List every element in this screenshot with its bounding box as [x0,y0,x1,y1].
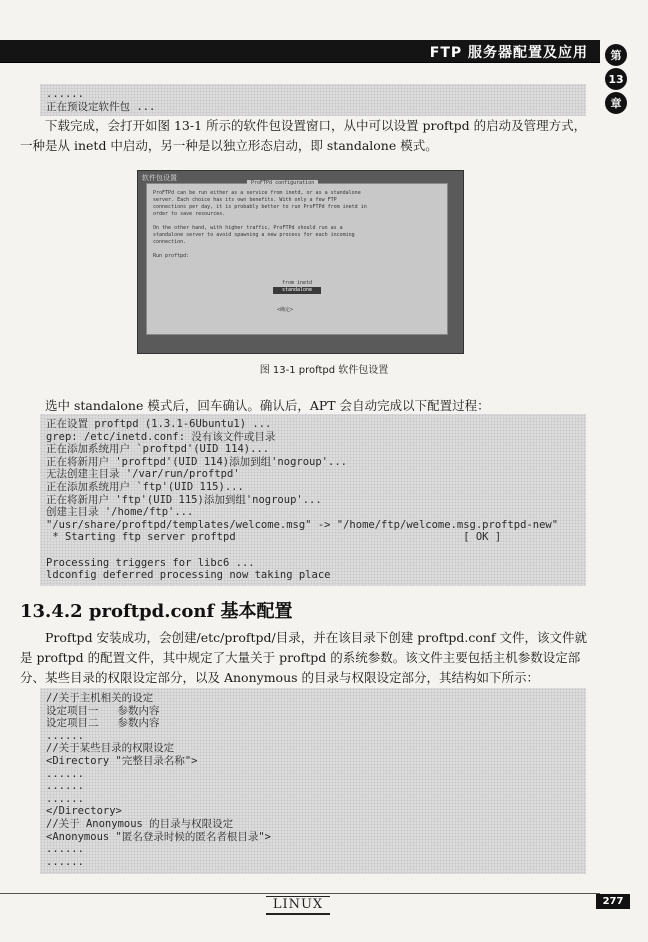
code-line: 创建主目录 '/home/ftp'... [46,506,194,519]
code-line: "/usr/share/proftpd/templates/welcome.msg" -> "/home/ftp/welcome.msg.proftpd-new" [46,518,559,531]
code-line: //关于 Anonymous 的目录与权限设定 [46,817,234,830]
code-line: 正在设置 proftpd (1.3.1-6Ubuntu1) ... [46,418,272,430]
code-line: //关于某些目录的权限设定 [46,742,175,755]
code-line: 正在将新用户 'proftpd'(UID 114)添加到组'nogroup'... [46,455,347,468]
option-from-inetd[interactable]: from inetd [281,280,313,286]
dialog-text [153,190,438,260]
dialog-line [153,246,438,253]
ok-button[interactable]: <确定> [277,307,294,313]
code-line: grep: /etc/inetd.conf: 没有该文件或目录 [46,430,276,443]
code-block-apt [40,414,586,586]
code-line: 正在将新用户 'ftp'(UID 115)添加到组'nogroup'... [46,493,322,506]
chapter-number: 13 [605,68,627,90]
code-line: ldconfig deferred processing now taking place [46,569,331,582]
code-line: ...... [46,855,84,868]
code-line: ...... [46,792,84,805]
dialog-line: connection. [153,239,187,245]
chapter-tab [601,42,631,116]
dialog-line: Run proftpd: [153,253,190,259]
code-line: 正在预设定软件包 ... [46,100,156,113]
code-line: <Anonymous "匿名登录时候的匿名者根目录"> [46,830,272,843]
dialog-line: server. Each choice has its own benefits. With only a few FTP [153,197,337,203]
config-dialog [146,180,448,335]
code-line: 设定项目一 参数内容 [46,704,160,717]
dialog-line: order to save resources. [153,211,226,217]
footer-rule [0,893,600,894]
dialog-line: On the other hand, with higher traffic, ProFTPd should run as a [153,225,343,231]
code-line: * Starting ftp server proftpd [ OK ] [46,531,502,544]
chapter-char-1: 第 [605,44,627,66]
code-line: 无法创建主目录 '/var/run/proftpd' [46,468,240,481]
option-standalone[interactable]: standalone [273,287,321,294]
page-number: 277 [596,894,630,909]
code-line [46,544,580,557]
code-line: Processing triggers for libc6 ... [46,556,255,569]
code-block-preset [40,84,586,116]
dialog-title: ProFTPd configuration [247,180,318,186]
code-line: 正在添加系统用户 `ftp'(UID 115)... [46,480,244,493]
code-line: //关于主机相关的设定 [46,692,154,704]
code-line: ...... [46,843,84,856]
code-line: ...... [46,88,84,100]
window-title: 软件包设置 [142,174,177,182]
code-line: 正在添加系统用户 `proftpd'(UID 114)... [46,443,270,456]
header-title: FTP 服务器配置及应用 [429,45,588,61]
paragraph-standalone: 选中 standalone 模式后，回车确认。确认后，APT 会自动完成以下配置过程： [45,398,490,413]
code-line: ...... [46,729,84,742]
dialog-line: ProFTPd can be run either as a service from inetd, or as a standalone [153,190,361,196]
code-line: <Directory "完整目录名称"> [46,754,198,767]
dialog-line [153,218,438,225]
dialog-line: connections per day, it is probably better to run ProFTPd from inetd in [153,204,367,210]
footer-logo: LINUX [266,896,330,915]
paragraph-proftpd-conf: Proftpd 安装成功，会创建/etc/proftpd/目录，并在该目录下创建 proftpd.conf 文件，该文件就是 proftpd 的配置文件，其中规定了大量关于 proftpd 的系统参数。该文件主要包括主机参数设定部分、某些目录的权限设定部分，以及 Anonymous 的目录与权限设定部分，其结构如下所示： [20,630,588,685]
figure-caption: 图 13-1 proftpd 软件包设置 [259,365,389,376]
header-bar [0,40,600,63]
figure-screenshot [137,170,464,354]
code-line: </Directory> [46,805,122,818]
dialog-line: standalone server to avoid spawning a new process for each incoming [153,232,355,238]
paragraph-intro: 下载完成，会打开如图 13-1 所示的软件包设置窗口，从中可以设置 proftpd 的启动及管理方式，一种是从 inetd 中启动，另一种是以独立形态启动，即 standalone 模式。 [20,118,587,153]
code-line: 设定项目二 参数内容 [46,717,160,730]
code-line: ...... [46,767,84,780]
code-block-structure [40,688,586,874]
section-title: 13.4.2 proftpd.conf 基本配置 [20,601,293,622]
chapter-char-2: 章 [605,92,627,114]
code-line: ...... [46,780,84,793]
